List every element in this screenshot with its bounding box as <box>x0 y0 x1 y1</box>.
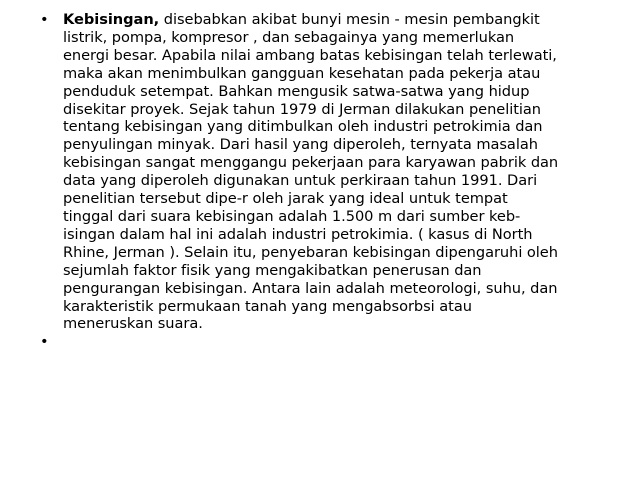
paragraph-line: kebisingan sangat menggangu pekerjaan para karyawan pabrik dan <box>63 154 559 172</box>
paragraph-line: listrik, pompa, kompresor , dan sebagainya yang memerlukan <box>63 28 515 46</box>
paragraph-line: isingan dalam hal ini adalah industri petrokimia. ( kasus di North <box>63 225 533 243</box>
paragraph-line: meneruskan suara. <box>63 315 203 333</box>
bullet-icon: • <box>40 333 49 351</box>
paragraph-line: disekitar proyek. Sejak tahun 1979 di Jerman dilakukan penelitian <box>63 100 542 118</box>
term-heading: Kebisingan, <box>63 11 160 28</box>
paragraph-line: tentang kebisingan yang ditimbulkan oleh industri petrokimia dan <box>63 118 543 136</box>
paragraph-line <box>63 11 605 29</box>
bullet-icon: • <box>40 11 49 28</box>
paragraph-line: tinggal dari suara kebisingan adalah 1.500 m dari sumber keb- <box>63 207 521 225</box>
bullet-list <box>40 11 605 351</box>
paragraph-line: maka akan menimbulkan gangguan kesehatan pada pekerja atau <box>63 64 541 82</box>
paragraph-line: data yang diperoleh digunakan untuk perkiraan tahun 1991. Dari <box>63 172 538 190</box>
bullet-item-kebisingan <box>40 11 605 333</box>
paragraph-line: sejumlah faktor fisik yang mengakibatkan penerusan dan <box>63 261 482 279</box>
paragraph-line: penduduk setempat. Bahkan mengusik satwa-satwa yang hidup <box>63 82 530 100</box>
paragraph-line: penyulingan minyak. Dari hasil yang diperoleh, ternyata masalah <box>63 136 538 154</box>
paragraph-line: energi besar. Apabila nilai ambang batas kebisingan telah terlewati, <box>63 46 557 64</box>
paragraph-line: karakteristik permukaan tanah yang mengabsorbsi atau <box>63 297 472 315</box>
bullet-item-empty <box>40 333 605 351</box>
empty-line <box>63 333 605 351</box>
paragraph-line: Rhine, Jerman ). Selain itu, penyebaran kebisingan dipengaruhi oleh <box>63 243 558 261</box>
paragraph-line: penelitian tersebut dipe-r oleh jarak yang ideal untuk tempat <box>63 190 508 208</box>
paragraph-line: pengurangan kebisingan. Antara lain adalah meteorologi, suhu, dan <box>63 279 558 297</box>
line-text: disebabkan akibat bunyi mesin - mesin pembangkit <box>159 11 540 28</box>
